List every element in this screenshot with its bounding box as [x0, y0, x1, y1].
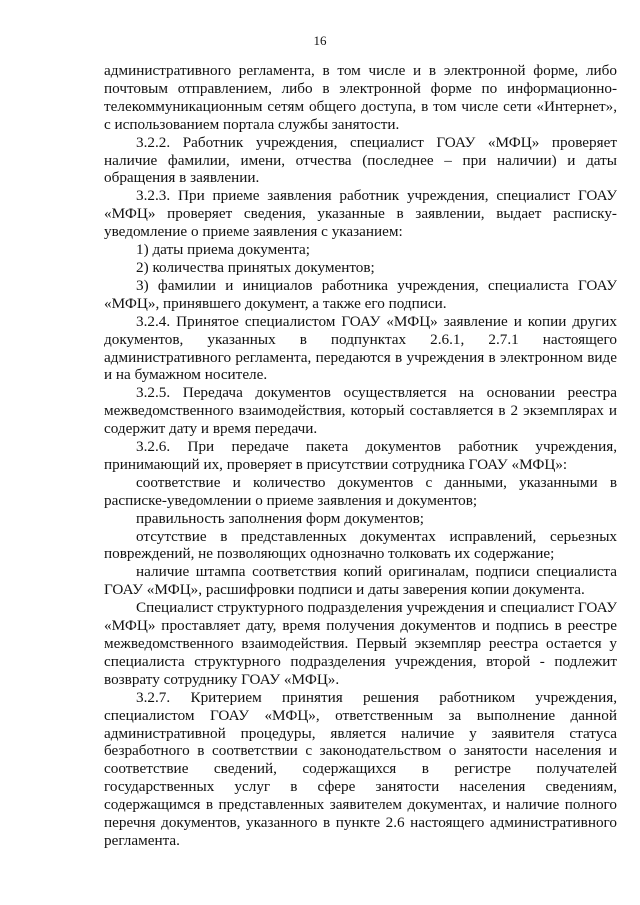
paragraph-registry: Специалист структурного подразделения учреждения и специалист ГОАУ «МФЦ» проставляет дату, время получения документов и подпись в реестре межведомственного взаимодействия. Первый экземпляр реестра остается у специалиста структурного подразделения учреждения, второй - подлежит возврату сотруднику ГОАУ «МФЦ». [104, 599, 617, 688]
paragraph-3-2-7: 3.2.7. Критерием принятия решения работником учреждения, специалистом ГОАУ «МФЦ», ответственным за выполнение данной административной процедуры, является наличие у заявителя статуса безработного в соответствии с законодательством о занятости населения и соответствие сведений, содержащихся в регистре получателей государственных услуг в сфере занятости населения сведениям, содержащимся в представленных заявителем документах, и наличие полного перечня документов, указанного в пункте 2.6 настоящего административного регламента. [104, 688, 617, 849]
paragraph-3-2-2: 3.2.2. Работник учреждения, специалист ГОАУ «МФЦ» проверяет наличие фамилии, имени, отчества (последнее – при наличии) и даты обращения в заявлении. [104, 133, 617, 187]
paragraph-3-2-4: 3.2.4. Принятое специалистом ГОАУ «МФЦ» заявление и копии других документов, указанных в подпунктах 2.6.1, 2.7.1 настоящего административного регламента, передаются в учреждения в электронном виде и на бумажном носителе. [104, 312, 617, 384]
paragraph-3-2-6: 3.2.6. При передаче пакета документов работник учреждения, принимающий их, проверяет в присутствии сотрудника ГОАУ «МФЦ»: [104, 438, 617, 473]
check-item-stamp: наличие штампа соответствия копий оригиналам, подписи специалиста ГОАУ «МФЦ», расшифровки подписи и даты заверения копии документа. [104, 563, 617, 599]
check-item-corrections: отсутствие в представленных документах исправлений, серьезных повреждений, не позволяющих однозначно толковать их содержание; [104, 527, 617, 563]
document-body [104, 62, 617, 850]
list-item-1: 1) даты приема документа; [136, 241, 310, 259]
check-item-forms: правильность заполнения форм документов; [136, 509, 424, 527]
list-item-3: 3) фамилии и инициалов работника учреждения, специалиста ГОАУ «МФЦ», принявшего документ, а также его подписи. [104, 276, 617, 312]
list-item-2: 2) количества принятых документов; [136, 258, 375, 276]
paragraph-continuation: административного регламента, в том числе и в электронной форме, либо почтовым отправлением, либо в электронной форме по информационно-телекоммуникационным сетям общего доступа, в том числе сети «Интернет», с использованием портала службы занятости. [104, 62, 617, 133]
paragraph-3-2-5: 3.2.5. Передача документов осуществляется на основании реестра межведомственного взаимодействия, который составляется в 2 экземплярах и содержит дату и время передачи. [104, 384, 617, 438]
page-number: 16 [313, 33, 327, 48]
check-item-correspondence: соответствие и количество документов с данными, указанными в расписке-уведомлении о приеме заявления и документов; [104, 473, 617, 509]
paragraph-3-2-3: 3.2.3. При приеме заявления работник учреждения, специалист ГОАУ «МФЦ» проверяет сведения, указанные в заявлении, выдает расписку-уведомление о приеме заявления с указанием: [104, 187, 617, 241]
